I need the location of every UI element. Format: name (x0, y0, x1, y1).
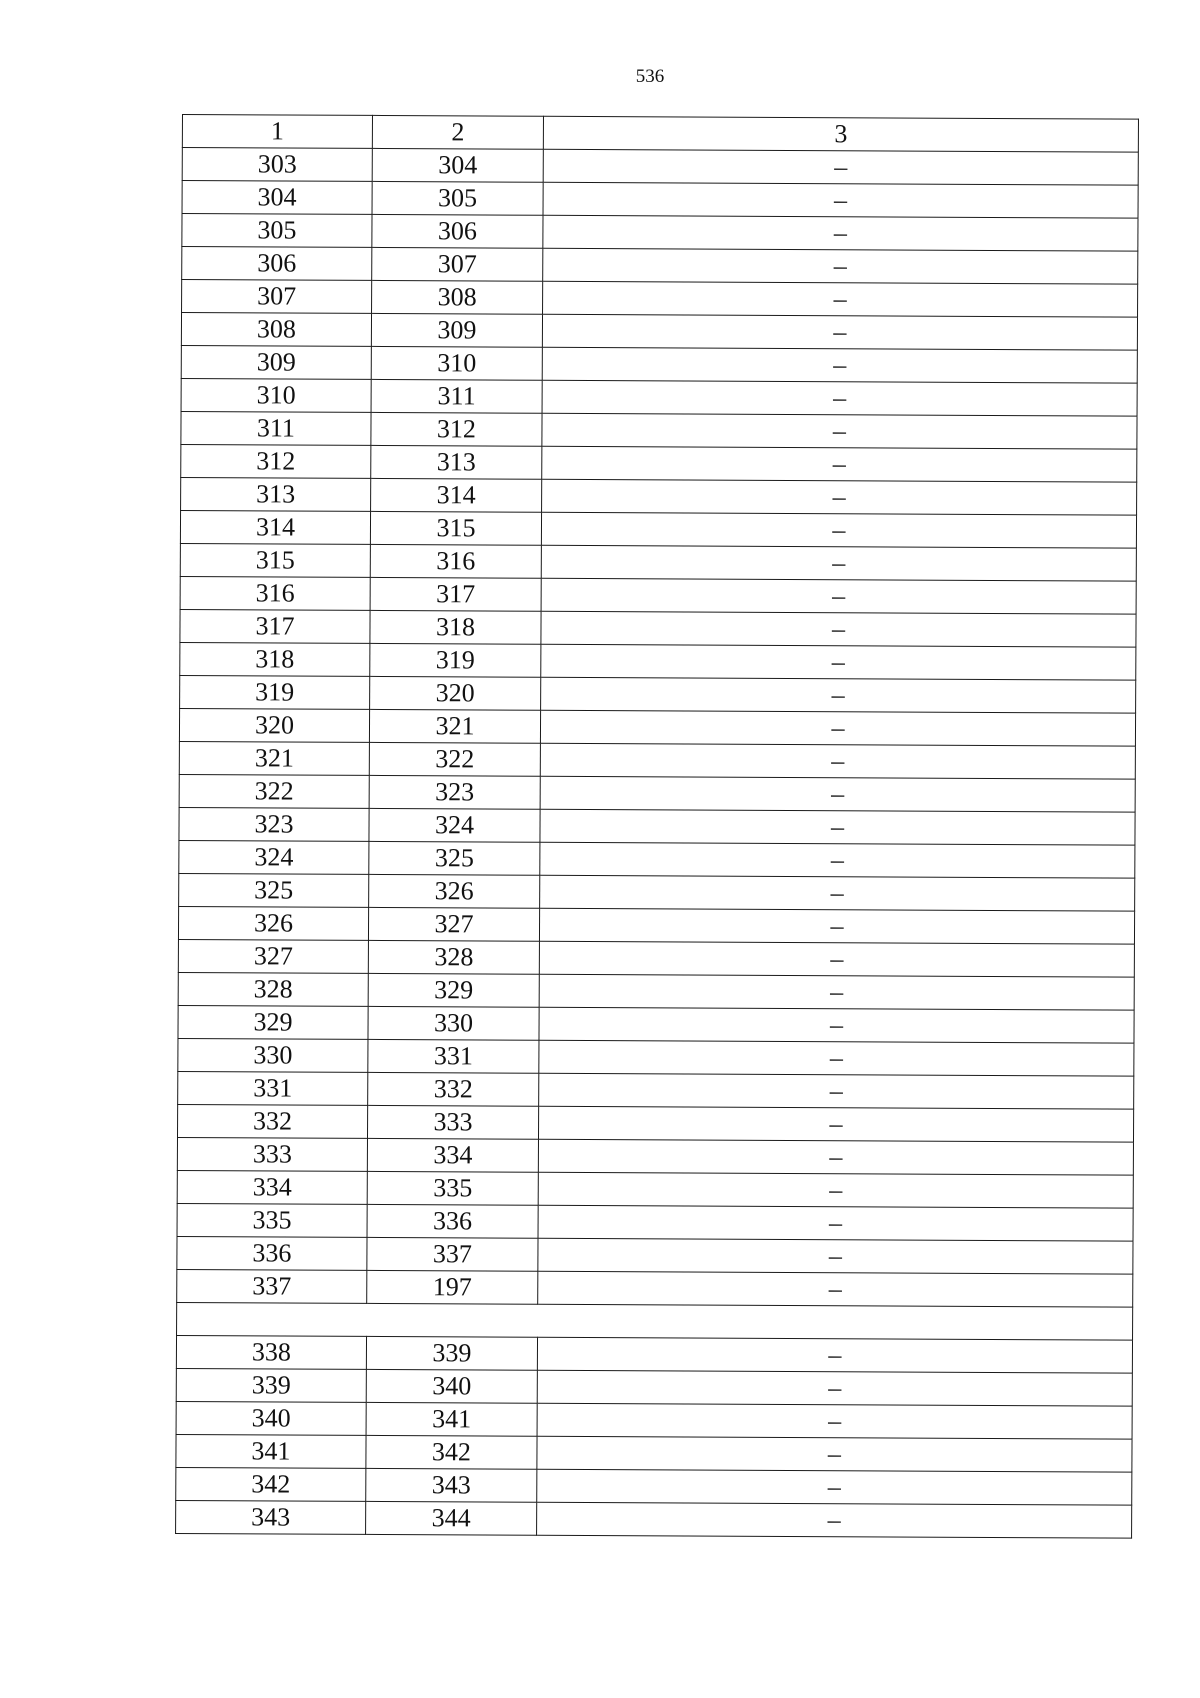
to-cell: 315 (370, 511, 541, 545)
from-cell: 303 (182, 148, 372, 182)
to-cell: 309 (371, 313, 542, 347)
page-number: 536 (635, 66, 665, 87)
note-cell: – (538, 1205, 1133, 1241)
from-cell: 331 (178, 1071, 368, 1105)
note-cell: – (538, 1172, 1133, 1208)
note-cell: – (538, 1139, 1133, 1175)
table-row (178, 906, 1134, 944)
table-row (177, 1104, 1133, 1142)
note-cell: – (540, 875, 1135, 911)
table-row (179, 708, 1135, 746)
note-cell: – (543, 281, 1138, 317)
table-row (182, 148, 1138, 186)
from-cell: 342 (176, 1467, 366, 1501)
from-cell: 317 (180, 609, 370, 643)
from-cell: 336 (177, 1236, 367, 1270)
from-cell: 343 (176, 1500, 366, 1534)
note-cell: – (537, 1337, 1132, 1373)
from-cell: 325 (179, 873, 369, 907)
from-cell: 327 (178, 939, 368, 973)
from-cell: 315 (180, 543, 370, 577)
table-row (182, 247, 1138, 285)
to-cell: 336 (367, 1204, 538, 1238)
table-row (178, 1038, 1134, 1076)
table-row (182, 181, 1138, 219)
note-cell: – (537, 1370, 1132, 1406)
to-cell: 341 (366, 1402, 537, 1436)
from-cell: 333 (177, 1137, 367, 1171)
note-cell: – (543, 182, 1138, 218)
note-cell: – (540, 743, 1135, 779)
header-row (182, 115, 1138, 153)
table-row (181, 444, 1137, 482)
table-row (177, 1170, 1133, 1208)
table-row (179, 873, 1135, 911)
from-cell: 304 (182, 181, 372, 215)
to-cell: 342 (366, 1435, 537, 1469)
table-row (180, 675, 1136, 713)
note-cell: – (542, 446, 1137, 482)
from-cell: 328 (178, 972, 368, 1006)
from-cell: 310 (181, 378, 371, 412)
to-cell: 343 (366, 1468, 537, 1502)
from-cell: 308 (181, 313, 371, 347)
note-cell: – (538, 1106, 1133, 1142)
table-row (176, 1335, 1132, 1373)
table-row (179, 840, 1135, 878)
note-cell: – (537, 1469, 1132, 1505)
table-row (176, 1500, 1132, 1538)
note-cell: – (541, 545, 1136, 581)
to-cell: 328 (368, 940, 539, 974)
table-row (178, 1005, 1134, 1043)
note-cell: – (540, 710, 1135, 746)
to-cell: 314 (371, 478, 542, 512)
table-sheet (175, 114, 1139, 1539)
table-row (181, 477, 1137, 515)
from-cell: 307 (182, 280, 372, 314)
blank-separator-cell (177, 1302, 1133, 1340)
to-cell: 317 (370, 577, 541, 611)
table-row (181, 345, 1137, 383)
note-cell: – (541, 512, 1136, 548)
note-cell: – (539, 908, 1134, 944)
from-cell: 321 (179, 741, 369, 775)
to-cell: 329 (368, 973, 539, 1007)
note-cell: – (538, 1238, 1133, 1274)
to-cell: 306 (372, 214, 543, 248)
from-cell: 314 (180, 510, 370, 544)
note-cell: – (539, 941, 1134, 977)
from-cell: 332 (177, 1104, 367, 1138)
to-cell: 308 (372, 280, 543, 314)
from-cell: 320 (179, 708, 369, 742)
to-cell: 307 (372, 247, 543, 281)
to-cell: 313 (371, 445, 542, 479)
note-cell: – (543, 248, 1138, 284)
header-cell-2: 2 (372, 115, 543, 149)
to-cell: 327 (368, 907, 539, 941)
from-cell: 334 (177, 1170, 367, 1204)
to-cell: 320 (370, 676, 541, 710)
from-cell: 313 (181, 477, 371, 511)
table-row (177, 1203, 1133, 1241)
from-cell: 311 (181, 411, 371, 445)
note-cell: – (539, 1073, 1134, 1109)
to-cell: 331 (368, 1039, 539, 1073)
from-cell: 318 (180, 642, 370, 676)
table-row (176, 1401, 1132, 1439)
table-row (180, 510, 1136, 548)
to-cell: 304 (372, 148, 543, 182)
to-cell: 312 (371, 412, 542, 446)
note-cell: – (540, 842, 1135, 878)
from-cell: 323 (179, 807, 369, 841)
to-cell: 310 (371, 346, 542, 380)
table-row (182, 280, 1138, 318)
to-cell: 326 (369, 874, 540, 908)
to-cell: 311 (371, 379, 542, 413)
to-cell: 337 (367, 1237, 538, 1271)
blank-separator-row (177, 1302, 1133, 1340)
to-cell: 332 (368, 1072, 539, 1106)
header-cell-3: 3 (543, 116, 1138, 152)
from-cell: 338 (176, 1335, 366, 1369)
to-cell: 330 (368, 1006, 539, 1040)
note-cell: – (541, 611, 1136, 647)
table-row (176, 1368, 1132, 1406)
from-cell: 340 (176, 1401, 366, 1435)
note-cell: – (539, 974, 1134, 1010)
to-cell: 305 (372, 181, 543, 215)
to-cell: 322 (369, 742, 540, 776)
from-cell: 341 (176, 1434, 366, 1468)
note-cell: – (537, 1403, 1132, 1439)
from-cell: 324 (179, 840, 369, 874)
table-row (182, 214, 1138, 252)
to-cell: 333 (367, 1105, 538, 1139)
note-cell: – (539, 1007, 1134, 1043)
to-cell: 339 (366, 1336, 537, 1370)
note-cell: – (540, 809, 1135, 845)
from-cell: 306 (182, 247, 372, 281)
table-row (176, 1434, 1132, 1472)
note-cell: – (538, 1271, 1133, 1307)
from-cell: 330 (178, 1038, 368, 1072)
from-cell: 312 (181, 444, 371, 478)
from-cell: 319 (180, 675, 370, 709)
table-row (180, 576, 1136, 614)
note-cell: – (543, 215, 1138, 251)
table-row (177, 1137, 1133, 1175)
table-row (178, 939, 1134, 977)
from-cell: 316 (180, 576, 370, 610)
to-cell: 340 (366, 1369, 537, 1403)
from-cell: 337 (177, 1269, 367, 1303)
note-cell: – (542, 413, 1137, 449)
note-cell: – (542, 347, 1137, 383)
to-cell: 344 (366, 1501, 537, 1535)
table-row (181, 313, 1137, 351)
table-row (180, 609, 1136, 647)
to-cell: 319 (370, 643, 541, 677)
table-row (179, 741, 1135, 779)
data-table (175, 114, 1139, 1539)
table-row (180, 642, 1136, 680)
from-cell: 335 (177, 1203, 367, 1237)
table-row (176, 1467, 1132, 1505)
from-cell: 309 (181, 345, 371, 379)
header-cell-1: 1 (182, 115, 372, 149)
to-cell: 335 (367, 1171, 538, 1205)
from-cell: 305 (182, 214, 372, 248)
note-cell: – (539, 1040, 1134, 1076)
note-cell: – (540, 776, 1135, 812)
table-row (179, 774, 1135, 812)
from-cell: 326 (178, 906, 368, 940)
to-cell: 325 (369, 841, 540, 875)
table-row (178, 972, 1134, 1010)
from-cell: 322 (179, 774, 369, 808)
to-cell: 321 (369, 709, 540, 743)
to-cell: 324 (369, 808, 540, 842)
table-body (176, 115, 1139, 1539)
to-cell: 197 (367, 1270, 538, 1304)
table-row (180, 543, 1136, 581)
note-cell: – (543, 149, 1138, 185)
note-cell: – (542, 314, 1137, 350)
from-cell: 329 (178, 1005, 368, 1039)
table-row (179, 807, 1135, 845)
note-cell: – (541, 644, 1136, 680)
table-row (178, 1071, 1134, 1109)
note-cell: – (542, 380, 1137, 416)
to-cell: 316 (370, 544, 541, 578)
note-cell: – (537, 1436, 1132, 1472)
table-row (177, 1236, 1133, 1274)
to-cell: 323 (369, 775, 540, 809)
note-cell: – (537, 1502, 1132, 1538)
note-cell: – (541, 677, 1136, 713)
note-cell: – (541, 578, 1136, 614)
to-cell: 318 (370, 610, 541, 644)
table-row (177, 1269, 1133, 1307)
to-cell: 334 (367, 1138, 538, 1172)
from-cell: 339 (176, 1368, 366, 1402)
table-row (181, 411, 1137, 449)
table-row (181, 378, 1137, 416)
note-cell: – (542, 479, 1137, 515)
